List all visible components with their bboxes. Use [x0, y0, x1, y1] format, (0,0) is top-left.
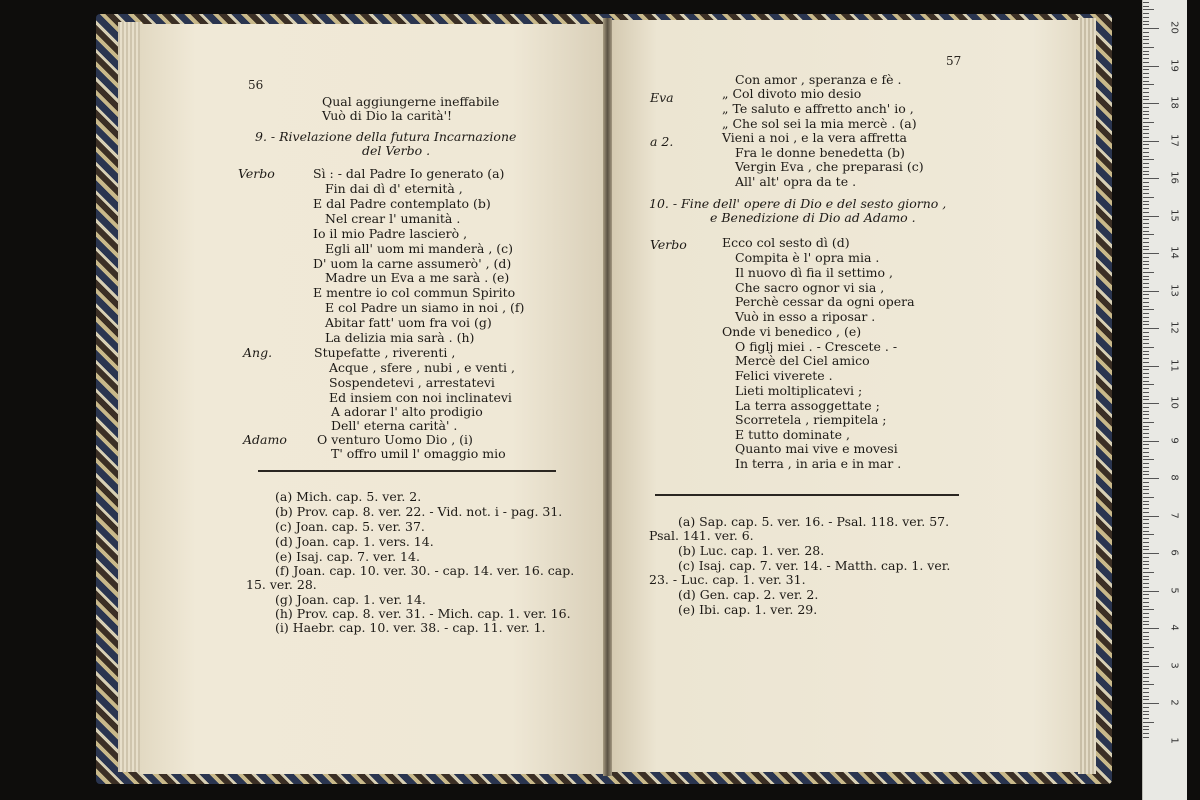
- text-line: D' uom la carne assumerò' , (d): [313, 256, 512, 271]
- ruler-tick: [1143, 512, 1149, 513]
- text-line: Fra le donne benedetta (b): [735, 145, 905, 160]
- ruler-tick: [1143, 602, 1149, 603]
- ruler-tick: [1143, 144, 1149, 145]
- ruler-tick: [1143, 684, 1154, 685]
- ruler-tick: [1143, 114, 1149, 115]
- ruler-tick: [1143, 126, 1149, 127]
- ruler-tick: [1143, 58, 1149, 59]
- ruler-tick: [1143, 714, 1149, 715]
- text-line: Vergin Eva , che preparasi (c): [735, 159, 924, 174]
- ruler-tick: [1143, 553, 1159, 554]
- text-line: Che sacro ognor vi sia ,: [735, 280, 885, 295]
- footnote-line: (d) Gen. cap. 2. ver. 2.: [678, 587, 819, 602]
- text-line: O venturo Uomo Dio , (i): [317, 432, 473, 447]
- ruler-tick: [1143, 298, 1149, 299]
- ruler-tick: [1143, 219, 1149, 220]
- ruler-tick: [1143, 666, 1159, 667]
- text-line: „ Te saluto e affretto anch' io ,: [722, 101, 914, 116]
- ruler-tick: [1143, 422, 1154, 423]
- footnote-line: (d) Joan. cap. 1. vers. 14.: [275, 534, 434, 549]
- ruler-tick: [1143, 658, 1149, 659]
- text-line: Dell' eterna carità' .: [331, 418, 458, 433]
- ruler-tick: [1143, 261, 1149, 262]
- text-line: Quanto mai vive e movesi: [735, 441, 898, 456]
- ruler-tick: [1143, 643, 1149, 644]
- ruler-tick: [1143, 283, 1149, 284]
- ruler-tick: [1143, 557, 1149, 558]
- ruler-number: 15: [1168, 208, 1180, 222]
- footnote-rule-left: [258, 470, 556, 472]
- ruler-tick: [1143, 669, 1149, 670]
- ruler-tick: [1143, 538, 1149, 539]
- ruler-tick: [1143, 51, 1149, 52]
- footnote-line: (i) Haebr. cap. 10. ver. 38. - cap. 11. ver. 1.: [275, 620, 546, 635]
- ruler-tick: [1143, 9, 1154, 10]
- ruler-tick: [1143, 399, 1149, 400]
- ruler-tick: [1143, 448, 1149, 449]
- ruler-tick: [1143, 201, 1149, 202]
- ruler-tick: [1143, 313, 1149, 314]
- ruler-tick: [1143, 561, 1149, 562]
- footnote-line: (a) Sap. cap. 5. ver. 16. - Psal. 118. ver. 57.: [678, 514, 950, 529]
- ruler-tick: [1143, 336, 1149, 337]
- ruler-tick: [1143, 478, 1159, 479]
- ruler-number: 8: [1168, 474, 1180, 481]
- ruler-tick: [1143, 204, 1149, 205]
- ruler-number: 17: [1168, 133, 1180, 147]
- ruler-tick: [1143, 546, 1149, 547]
- footnote-line: (c) Joan. cap. 5. ver. 37.: [275, 519, 425, 534]
- text-line: Mercè del Ciel amico: [735, 353, 870, 368]
- ruler-tick: [1143, 257, 1149, 258]
- ruler-tick: [1143, 737, 1149, 738]
- text-line: E tutto dominate ,: [735, 427, 850, 442]
- text-line: Verbo: [650, 237, 687, 252]
- ruler-tick: [1143, 287, 1149, 288]
- ruler-tick: [1143, 673, 1149, 674]
- ruler-tick: [1143, 429, 1149, 430]
- text-line: T' offro umil l' omaggio mio: [331, 446, 506, 461]
- ruler-tick: [1143, 66, 1159, 67]
- text-line: All' alt' opra da te .: [735, 174, 857, 189]
- ruler-number: 18: [1168, 96, 1180, 109]
- text-line: Ecco col sesto dì (d): [722, 235, 850, 250]
- text-line: Ang.: [243, 345, 273, 360]
- text-line: Sì : - dal Padre Io generato (a): [313, 166, 505, 181]
- ruler-tick: [1143, 122, 1154, 123]
- ruler-tick: [1143, 628, 1159, 629]
- text-line: „ Col divoto mio desio: [722, 86, 862, 101]
- text-line: La delizia mia sarà . (h): [325, 330, 475, 345]
- ruler-tick: [1143, 579, 1149, 580]
- ruler-tick: [1143, 486, 1149, 487]
- ruler-tick: [1143, 317, 1149, 318]
- ruler-tick: [1143, 726, 1149, 727]
- ruler-tick: [1143, 568, 1149, 569]
- text-line: Scorretela , riempitela ;: [735, 412, 887, 427]
- ruler-number: 11: [1168, 358, 1180, 372]
- ruler-tick: [1143, 489, 1149, 490]
- ruler-tick: [1143, 111, 1149, 112]
- text-line: Io il mio Padre lascierò ,: [313, 226, 468, 241]
- ruler-tick: [1143, 504, 1149, 505]
- text-line: La terra assoggettate ;: [735, 398, 880, 413]
- ruler-number: 4: [1168, 624, 1180, 631]
- text-line: E mentre io col commun Spirito: [313, 285, 516, 300]
- ruler-number: 14: [1168, 246, 1180, 259]
- text-line: Compita è l' opra mia .: [735, 250, 880, 265]
- text-line: Verbo: [238, 166, 275, 181]
- ruler-number: 7: [1168, 511, 1180, 519]
- ruler-tick: [1143, 699, 1149, 700]
- ruler-tick: [1143, 621, 1149, 622]
- ruler-tick: [1143, 441, 1159, 442]
- ruler-tick: [1143, 651, 1149, 652]
- footnote-line: (b) Luc. cap. 1. ver. 28.: [678, 543, 825, 558]
- ruler-tick: [1143, 654, 1149, 655]
- text-line: Nel crear l' umanità .: [325, 211, 461, 226]
- ruler-tick: [1143, 92, 1149, 93]
- footnote-line: 15. ver. 28.: [246, 577, 317, 592]
- page-number-left: 56: [248, 78, 264, 92]
- ruler-tick: [1143, 583, 1149, 584]
- ruler-tick: [1143, 96, 1149, 97]
- ruler-tick: [1143, 174, 1149, 175]
- text-line: Felici viverete .: [735, 368, 833, 383]
- ruler-tick: [1143, 223, 1149, 224]
- ruler-tick: [1143, 39, 1149, 40]
- ruler-tick: [1143, 388, 1149, 389]
- ruler-tick: [1143, 81, 1149, 82]
- ruler-tick: [1143, 167, 1149, 168]
- ruler-tick: [1143, 351, 1149, 352]
- text-line: Vuò in esso a riposar .: [735, 309, 876, 324]
- ruler-tick: [1143, 411, 1149, 412]
- text-line: E dal Padre contemplato (b): [313, 196, 491, 211]
- ruler-tick: [1143, 249, 1149, 250]
- text-line: Egli all' uom mi manderà , (c): [325, 241, 514, 256]
- ruler-tick: [1143, 636, 1149, 637]
- ruler-tick: [1143, 332, 1149, 333]
- ruler-tick: [1143, 234, 1154, 235]
- ruler-tick: [1143, 594, 1149, 595]
- ruler-tick: [1143, 493, 1149, 494]
- ruler-tick: [1143, 534, 1154, 535]
- ruler-tick: [1143, 193, 1149, 194]
- text-line: Madre un Eva a me sarà . (e): [325, 270, 510, 285]
- text-line: Sospendetevi , arrestatevi: [329, 375, 495, 390]
- ruler-tick: [1143, 587, 1149, 588]
- footnote-line: Psal. 141. ver. 6.: [649, 528, 754, 543]
- text-line: Il nuovo dì fia il settimo ,: [735, 265, 893, 280]
- ruler-tick: [1143, 178, 1159, 179]
- footnote-line: (h) Prov. cap. 8. ver. 31. - Mich. cap. 1. ver. 16.: [275, 606, 571, 621]
- ruler-tick: [1143, 632, 1149, 633]
- text-line: Ed insiem con noi inclinatevi: [329, 390, 512, 405]
- ruler-tick: [1143, 227, 1149, 228]
- ruler-tick: [1143, 531, 1149, 532]
- footnote-line: 23. - Luc. cap. 1. ver. 31.: [649, 572, 806, 587]
- ruler-tick: [1143, 43, 1149, 44]
- text-line: O figlj miei . - Crescete . -: [735, 339, 898, 354]
- ruler-tick: [1143, 463, 1149, 464]
- ruler-tick: [1143, 384, 1154, 385]
- ruler-tick: [1143, 366, 1159, 367]
- ruler-tick: [1143, 392, 1149, 393]
- ruler-number: 16: [1168, 171, 1180, 184]
- ruler-tick: [1143, 99, 1149, 100]
- ruler-tick: [1143, 688, 1149, 689]
- ruler-tick: [1143, 339, 1149, 340]
- ruler-tick: [1143, 722, 1154, 723]
- footnote-line: (c) Isaj. cap. 7. ver. 14. - Matth. cap. 1. ver.: [678, 558, 951, 573]
- ruler-tick: [1143, 69, 1149, 70]
- text-line: Acque , sfere , nubi , e venti ,: [329, 360, 515, 375]
- text-line: Lieti moltiplicatevi ;: [735, 383, 863, 398]
- ruler-tick: [1143, 426, 1149, 427]
- text-line: Vuò di Dio la carità'!: [322, 108, 453, 123]
- text-line: 10. - Fine dell' opere di Dio e del sesto giorno ,: [649, 196, 947, 211]
- text-line: e Benedizione di Dio ad Adamo .: [710, 210, 916, 225]
- ruler-number: 19: [1168, 58, 1180, 72]
- ruler-number: 3: [1168, 661, 1180, 669]
- ruler-tick: [1143, 246, 1149, 247]
- ruler-tick: [1143, 272, 1154, 273]
- ruler-number: 10: [1168, 396, 1180, 409]
- ruler-tick: [1143, 598, 1149, 599]
- ruler-tick: [1143, 433, 1149, 434]
- ruler-tick: [1143, 137, 1149, 138]
- ruler-tick: [1143, 681, 1149, 682]
- ruler-tick: [1143, 2, 1149, 3]
- ruler-tick: [1143, 324, 1149, 325]
- text-line: Eva: [650, 90, 674, 105]
- ruler-tick: [1143, 696, 1149, 697]
- footnote-line: (a) Mich. cap. 5. ver. 2.: [275, 489, 422, 504]
- ruler-tick: [1143, 238, 1149, 239]
- footnote-rule-right: [655, 494, 959, 496]
- book-gutter: [603, 18, 612, 776]
- text-line: Adamo: [243, 432, 287, 447]
- text-line: Con amor , speranza e fè .: [735, 72, 902, 87]
- ruler-tick: [1143, 373, 1149, 374]
- ruler-tick: [1143, 347, 1154, 348]
- text-line: del Verbo .: [362, 143, 431, 158]
- ruler-number: 20: [1168, 21, 1180, 34]
- ruler-number: 6: [1168, 549, 1180, 556]
- footnote-line: (e) Ibi. cap. 1. ver. 29.: [678, 602, 818, 617]
- ruler-tick: [1143, 613, 1149, 614]
- ruler-tick: [1143, 718, 1149, 719]
- ruler-tick: [1143, 276, 1149, 277]
- ruler-tick: [1143, 208, 1149, 209]
- text-line: Vieni a noi , e la vera affretta: [722, 130, 908, 145]
- ruler-tick: [1143, 103, 1159, 104]
- page-number-right: 57: [946, 54, 962, 68]
- text-line: Fin dai dì d' eternità ,: [325, 181, 463, 196]
- ruler-tick: [1143, 294, 1149, 295]
- ruler-tick: [1143, 381, 1149, 382]
- ruler-tick: [1143, 141, 1159, 142]
- ruler-tick: [1143, 32, 1149, 33]
- ruler-tick: [1143, 354, 1149, 355]
- ruler-tick: [1143, 703, 1159, 704]
- text-line: Perchè cessar da ogni opera: [735, 294, 915, 309]
- ruler-tick: [1143, 456, 1149, 457]
- ruler-tick: [1143, 647, 1154, 648]
- ruler-tick: [1143, 606, 1149, 607]
- ruler-number: 13: [1168, 283, 1180, 297]
- text-line: „ Che sol sei la mia mercè . (a): [722, 116, 917, 131]
- ruler-tick: [1143, 501, 1149, 502]
- ruler-tick: [1143, 133, 1149, 134]
- ruler-tick: [1143, 343, 1149, 344]
- ruler-tick: [1143, 107, 1149, 108]
- ruler-tick: [1143, 482, 1149, 483]
- ruler-tick: [1143, 17, 1149, 18]
- ruler-tick: [1143, 6, 1149, 7]
- ruler-tick: [1143, 516, 1159, 517]
- ruler-tick: [1143, 268, 1149, 269]
- ruler-tick: [1143, 21, 1149, 22]
- ruler-tick: [1143, 508, 1149, 509]
- ruler-tick: [1143, 707, 1149, 708]
- ruler-tick: [1143, 617, 1149, 618]
- text-line: Onde vi benedico , (e): [722, 324, 862, 339]
- ruler-tick: [1143, 572, 1154, 573]
- ruler-number: 12: [1168, 321, 1180, 334]
- ruler-tick: [1143, 291, 1159, 292]
- ruler-tick: [1143, 197, 1154, 198]
- ruler-tick: [1143, 62, 1149, 63]
- ruler-tick: [1143, 189, 1149, 190]
- ruler-tick: [1143, 152, 1149, 153]
- ruler-tick: [1143, 639, 1149, 640]
- text-line: Qual aggiungerne ineffabile: [322, 94, 500, 109]
- ruler-tick: [1143, 527, 1149, 528]
- ruler-tick: [1143, 54, 1149, 55]
- ruler-tick: [1143, 471, 1149, 472]
- ruler-tick: [1143, 171, 1149, 172]
- text-line: Stupefatte , riverenti ,: [314, 345, 456, 360]
- ruler-tick: [1143, 216, 1159, 217]
- ruler-tick: [1143, 474, 1149, 475]
- ruler-tick: [1143, 591, 1159, 592]
- ruler-tick: [1143, 36, 1149, 37]
- ruler-tick: [1143, 321, 1149, 322]
- ruler-tick: [1143, 156, 1149, 157]
- ruler-tick: [1143, 358, 1149, 359]
- ruler-tick: [1143, 418, 1149, 419]
- ruler-tick: [1143, 47, 1154, 48]
- ruler-tick: [1143, 576, 1149, 577]
- ruler-tick: [1143, 84, 1154, 85]
- ruler-tick: [1143, 129, 1149, 130]
- text-line: Abitar fatt' uom fra voi (g): [325, 315, 492, 330]
- ruler-tick: [1143, 302, 1149, 303]
- ruler-tick: [1143, 212, 1149, 213]
- ruler-tick: [1143, 692, 1149, 693]
- ruler-tick: [1143, 459, 1154, 460]
- ruler-tick: [1143, 118, 1149, 119]
- ruler-tick: [1143, 396, 1149, 397]
- footnote-line: (b) Prov. cap. 8. ver. 22. - Vid. not. i - pag. 31.: [275, 504, 563, 519]
- ruler-tick: [1143, 523, 1149, 524]
- ruler-number: 1: [1168, 736, 1180, 744]
- ruler-tick: [1143, 328, 1159, 329]
- ruler-tick: [1143, 309, 1154, 310]
- ruler-number: 5: [1168, 586, 1180, 594]
- text-line: a 2.: [650, 134, 674, 149]
- ruler-tick: [1143, 182, 1149, 183]
- ruler-tick: [1143, 231, 1149, 232]
- ruler-tick: [1143, 452, 1149, 453]
- ruler-tick: [1143, 729, 1149, 730]
- ruler-tick: [1143, 662, 1149, 663]
- page-edges-left: [118, 22, 142, 772]
- ruler-tick: [1143, 549, 1149, 550]
- ruler-tick: [1143, 414, 1149, 415]
- ruler-tick: [1143, 28, 1159, 29]
- text-line: E col Padre un siamo in noi , (f): [325, 300, 525, 315]
- footnote-line: (g) Joan. cap. 1. ver. 14.: [275, 592, 426, 607]
- ruler-tick: [1143, 711, 1149, 712]
- ruler-tick: [1143, 677, 1149, 678]
- ruler-tick: [1143, 497, 1154, 498]
- ruler-tick: [1143, 13, 1149, 14]
- ruler-tick: [1143, 437, 1149, 438]
- ruler-tick: [1143, 253, 1159, 254]
- text-line: A adorar l' alto prodigio: [331, 404, 483, 419]
- measuring-ruler: [1142, 0, 1187, 800]
- ruler-tick: [1143, 609, 1154, 610]
- ruler-tick: [1143, 306, 1149, 307]
- text-line: In terra , in aria e in mar .: [735, 456, 902, 471]
- ruler-tick: [1143, 77, 1149, 78]
- ruler-tick: [1143, 163, 1149, 164]
- text-line: 9. - Rivelazione della futura Incarnazione: [255, 129, 517, 144]
- ruler-tick: [1143, 186, 1149, 187]
- ruler-tick: [1143, 369, 1149, 370]
- ruler-number: 9: [1168, 436, 1180, 444]
- ruler-tick: [1143, 564, 1149, 565]
- ruler-tick: [1143, 279, 1149, 280]
- footnote-line: (e) Isaj. cap. 7. ver. 14.: [275, 549, 420, 564]
- ruler-tick: [1143, 24, 1149, 25]
- ruler-tick: [1143, 733, 1149, 734]
- ruler-tick: [1143, 403, 1159, 404]
- ruler-tick: [1143, 467, 1149, 468]
- ruler-tick: [1143, 73, 1149, 74]
- page-edges-right: [1078, 18, 1096, 774]
- ruler-tick: [1143, 362, 1149, 363]
- ruler-tick: [1143, 407, 1149, 408]
- ruler-tick: [1143, 242, 1149, 243]
- ruler-number: 2: [1168, 699, 1180, 706]
- ruler-tick: [1143, 542, 1149, 543]
- ruler-tick: [1143, 519, 1149, 520]
- ruler-tick: [1143, 88, 1149, 89]
- ruler-tick: [1143, 148, 1149, 149]
- ruler-tick: [1143, 377, 1149, 378]
- ruler-tick: [1143, 159, 1154, 160]
- footnote-line: (f) Joan. cap. 10. ver. 30. - cap. 14. ver. 16. cap.: [275, 563, 575, 578]
- ruler-tick: [1143, 444, 1149, 445]
- ruler-tick: [1143, 264, 1149, 265]
- ruler-tick: [1143, 624, 1149, 625]
